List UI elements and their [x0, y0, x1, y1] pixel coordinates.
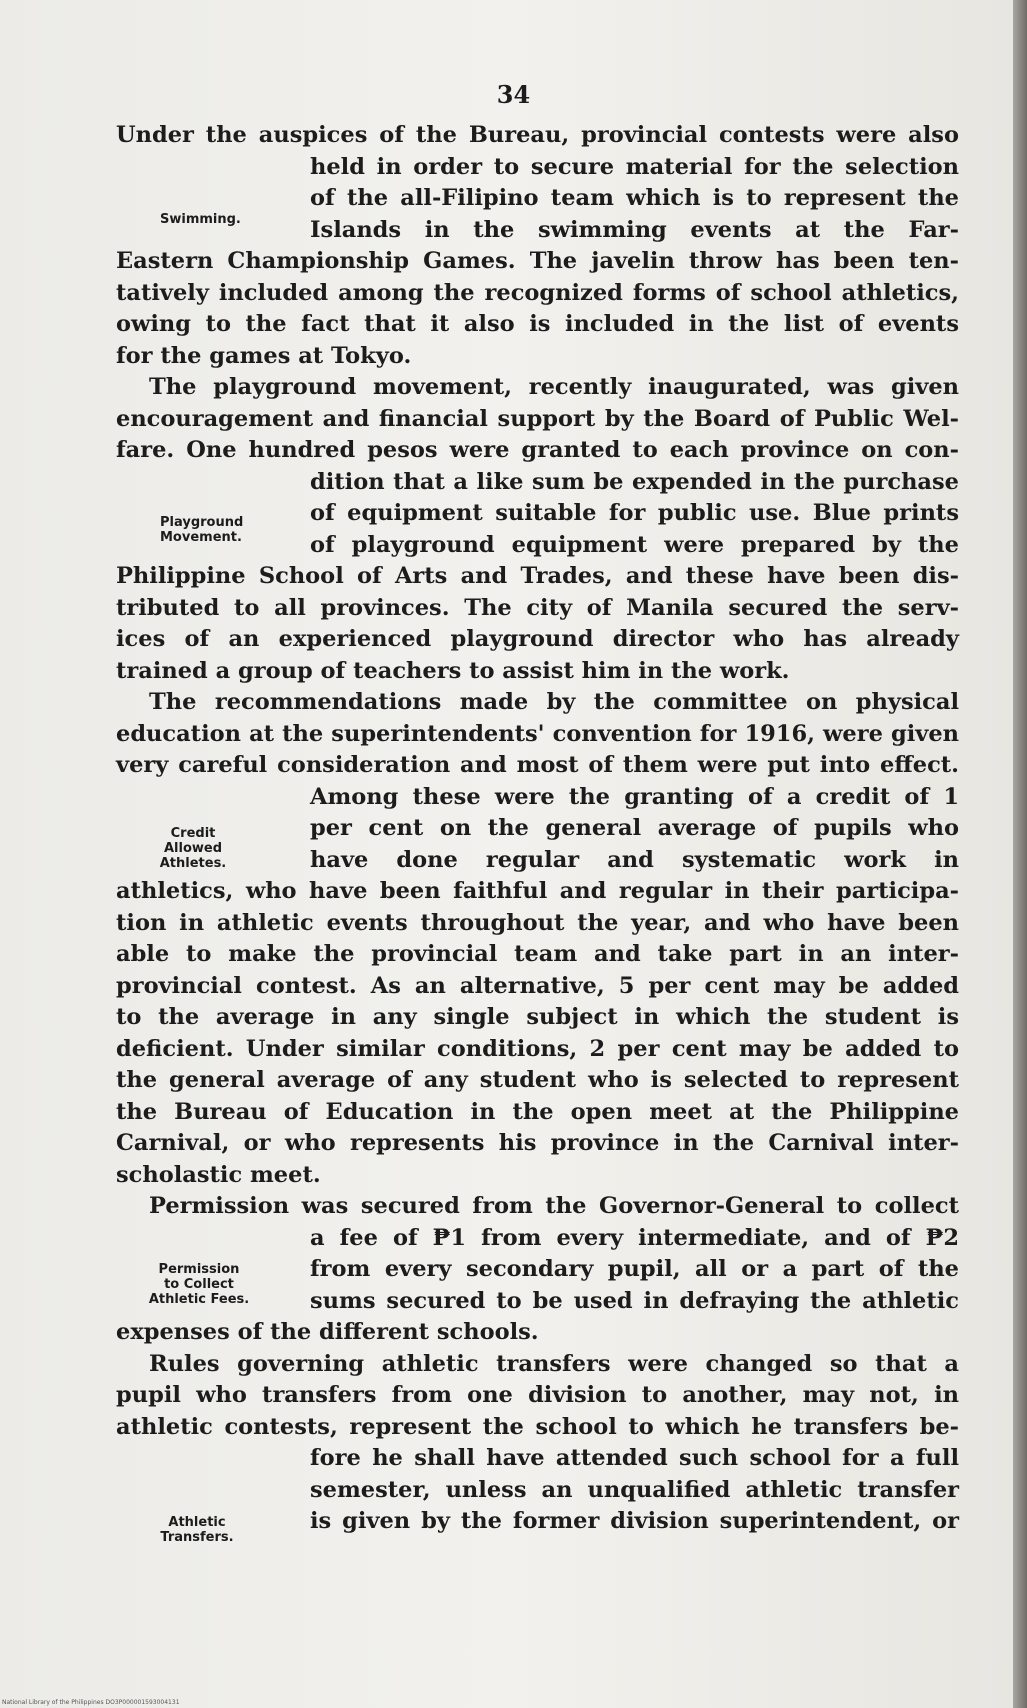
text-line: Eastern Championship Games. The javelin throw has been ten-	[116, 248, 959, 274]
text-line: fare. One hundred pesos were granted to each province on con-	[116, 437, 959, 463]
margin-note-line: Playground	[160, 515, 244, 530]
margin-note-line: Movement.	[160, 530, 242, 545]
text-line: is given by the former division superintendent, or	[310, 1508, 959, 1534]
text-line: from every secondary pupil, all or a part of the	[310, 1256, 959, 1282]
text-line: sums secured to be used in defraying the athletic	[310, 1287, 959, 1314]
text-line: the Bureau of Education in the open meet at the Philippine	[116, 1098, 959, 1125]
text-line: of equipment suitable for public use. Blue prints	[310, 500, 959, 526]
text-line: deficient. Under similar conditions, 2 per cent may be added to	[116, 1035, 959, 1062]
text-line: Islands in the swimming events at the Far-	[310, 216, 959, 243]
margin-note-line: to Collect	[164, 1277, 234, 1292]
margin-note-transfers	[134, 1515, 260, 1545]
text-line: of playground equipment were prepared by the	[310, 531, 959, 558]
text-line: have done regular and systematic work in	[310, 846, 959, 873]
text-line: provincial contest. As an alternative, 5 per cent may be added	[116, 972, 959, 999]
text-line: ices of an experienced playground director who has already	[116, 626, 959, 652]
text-line: tatively included among the recognized forms of school athletics,	[116, 279, 959, 306]
margin-note-permission	[136, 1262, 262, 1307]
text-line: semester, unless an unqualified athletic transfer	[310, 1476, 959, 1503]
text-line: fore he shall have attended such school for a full	[310, 1445, 959, 1471]
text-line: for the games at Tokyo.	[116, 342, 412, 369]
text-line: education at the superintendents' convention for 1916, were given	[116, 720, 959, 747]
margin-note-line: Transfers.	[160, 1530, 234, 1545]
text-line: able to make the provincial team and take part in an inter-	[116, 941, 959, 967]
text-line: scholastic meet.	[116, 1161, 321, 1188]
text-line: Carnival, or who represents his province in the Carnival inter-	[116, 1130, 959, 1156]
text-line: pupil who transfers from one division to another, may not, in	[116, 1382, 959, 1408]
text-line: very careful consideration and most of them were put into effect.	[116, 752, 959, 778]
text-line: of the all-Filipino team which is to represent the	[310, 185, 959, 211]
text-line: to the average in any single subject in which the student is	[116, 1004, 959, 1030]
margin-note-line: Athletic Fees.	[148, 1292, 250, 1307]
text-line: Philippine School of Arts and Trades, and these have been dis-	[116, 563, 959, 589]
margin-note-line: Athletes.	[159, 856, 227, 871]
text-line: held in order to secure material for the selection	[310, 153, 959, 180]
text-line: Rules governing athletic transfers were changed so that a	[149, 1350, 959, 1377]
text-line: a fee of ₱1 from every intermediate, and of ₱2	[310, 1224, 959, 1251]
margin-note-line: Permission	[158, 1262, 240, 1277]
margin-note-playground	[160, 515, 310, 545]
margin-note-line: Athletic	[168, 1515, 226, 1530]
text-line: Under the auspices of the Bureau, provincial contests were also	[116, 122, 959, 148]
text-line: tributed to all provinces. The city of Manila secured the serv-	[116, 594, 959, 621]
text-line: tion in athletic events throughout the year, and who have been	[116, 909, 959, 936]
text-line: Among these were the granting of a credit of 1	[310, 783, 959, 810]
text-line: the general average of any student who is selected to represent	[116, 1067, 959, 1093]
scan-footer: National Library of the Philippines DO3P000001593004131	[2, 1699, 180, 1706]
page-edge-shadow	[1013, 0, 1027, 1708]
margin-note-credit	[133, 826, 253, 871]
text-line: per cent on the general average of pupils who	[310, 815, 959, 841]
text-line: encouragement and financial support by the Board of Public Wel-	[116, 405, 959, 432]
text-line: dition that a like sum be expended in the purchase	[310, 468, 959, 495]
text-line: expenses of the different schools.	[116, 1319, 539, 1345]
margin-note-line: Credit	[170, 826, 216, 841]
text-line: The playground movement, recently inaugurated, was given	[149, 374, 959, 400]
text-line: athletics, who have been faithful and regular in their participa-	[116, 878, 959, 904]
text-line: The recommendations made by the committee on physical	[149, 689, 959, 715]
text-line: owing to the fact that it also is included in the list of events	[116, 311, 959, 337]
margin-note-line: Allowed	[163, 841, 223, 856]
margin-note-swimming: Swimming.	[160, 212, 241, 227]
page-number: 34	[496, 80, 531, 109]
text-line: Permission was secured from the Governor-General to collect	[149, 1193, 959, 1219]
text-line: trained a group of teachers to assist him in the work.	[116, 657, 790, 684]
text-line: athletic contests, represent the school to which he transfers be-	[116, 1413, 959, 1440]
